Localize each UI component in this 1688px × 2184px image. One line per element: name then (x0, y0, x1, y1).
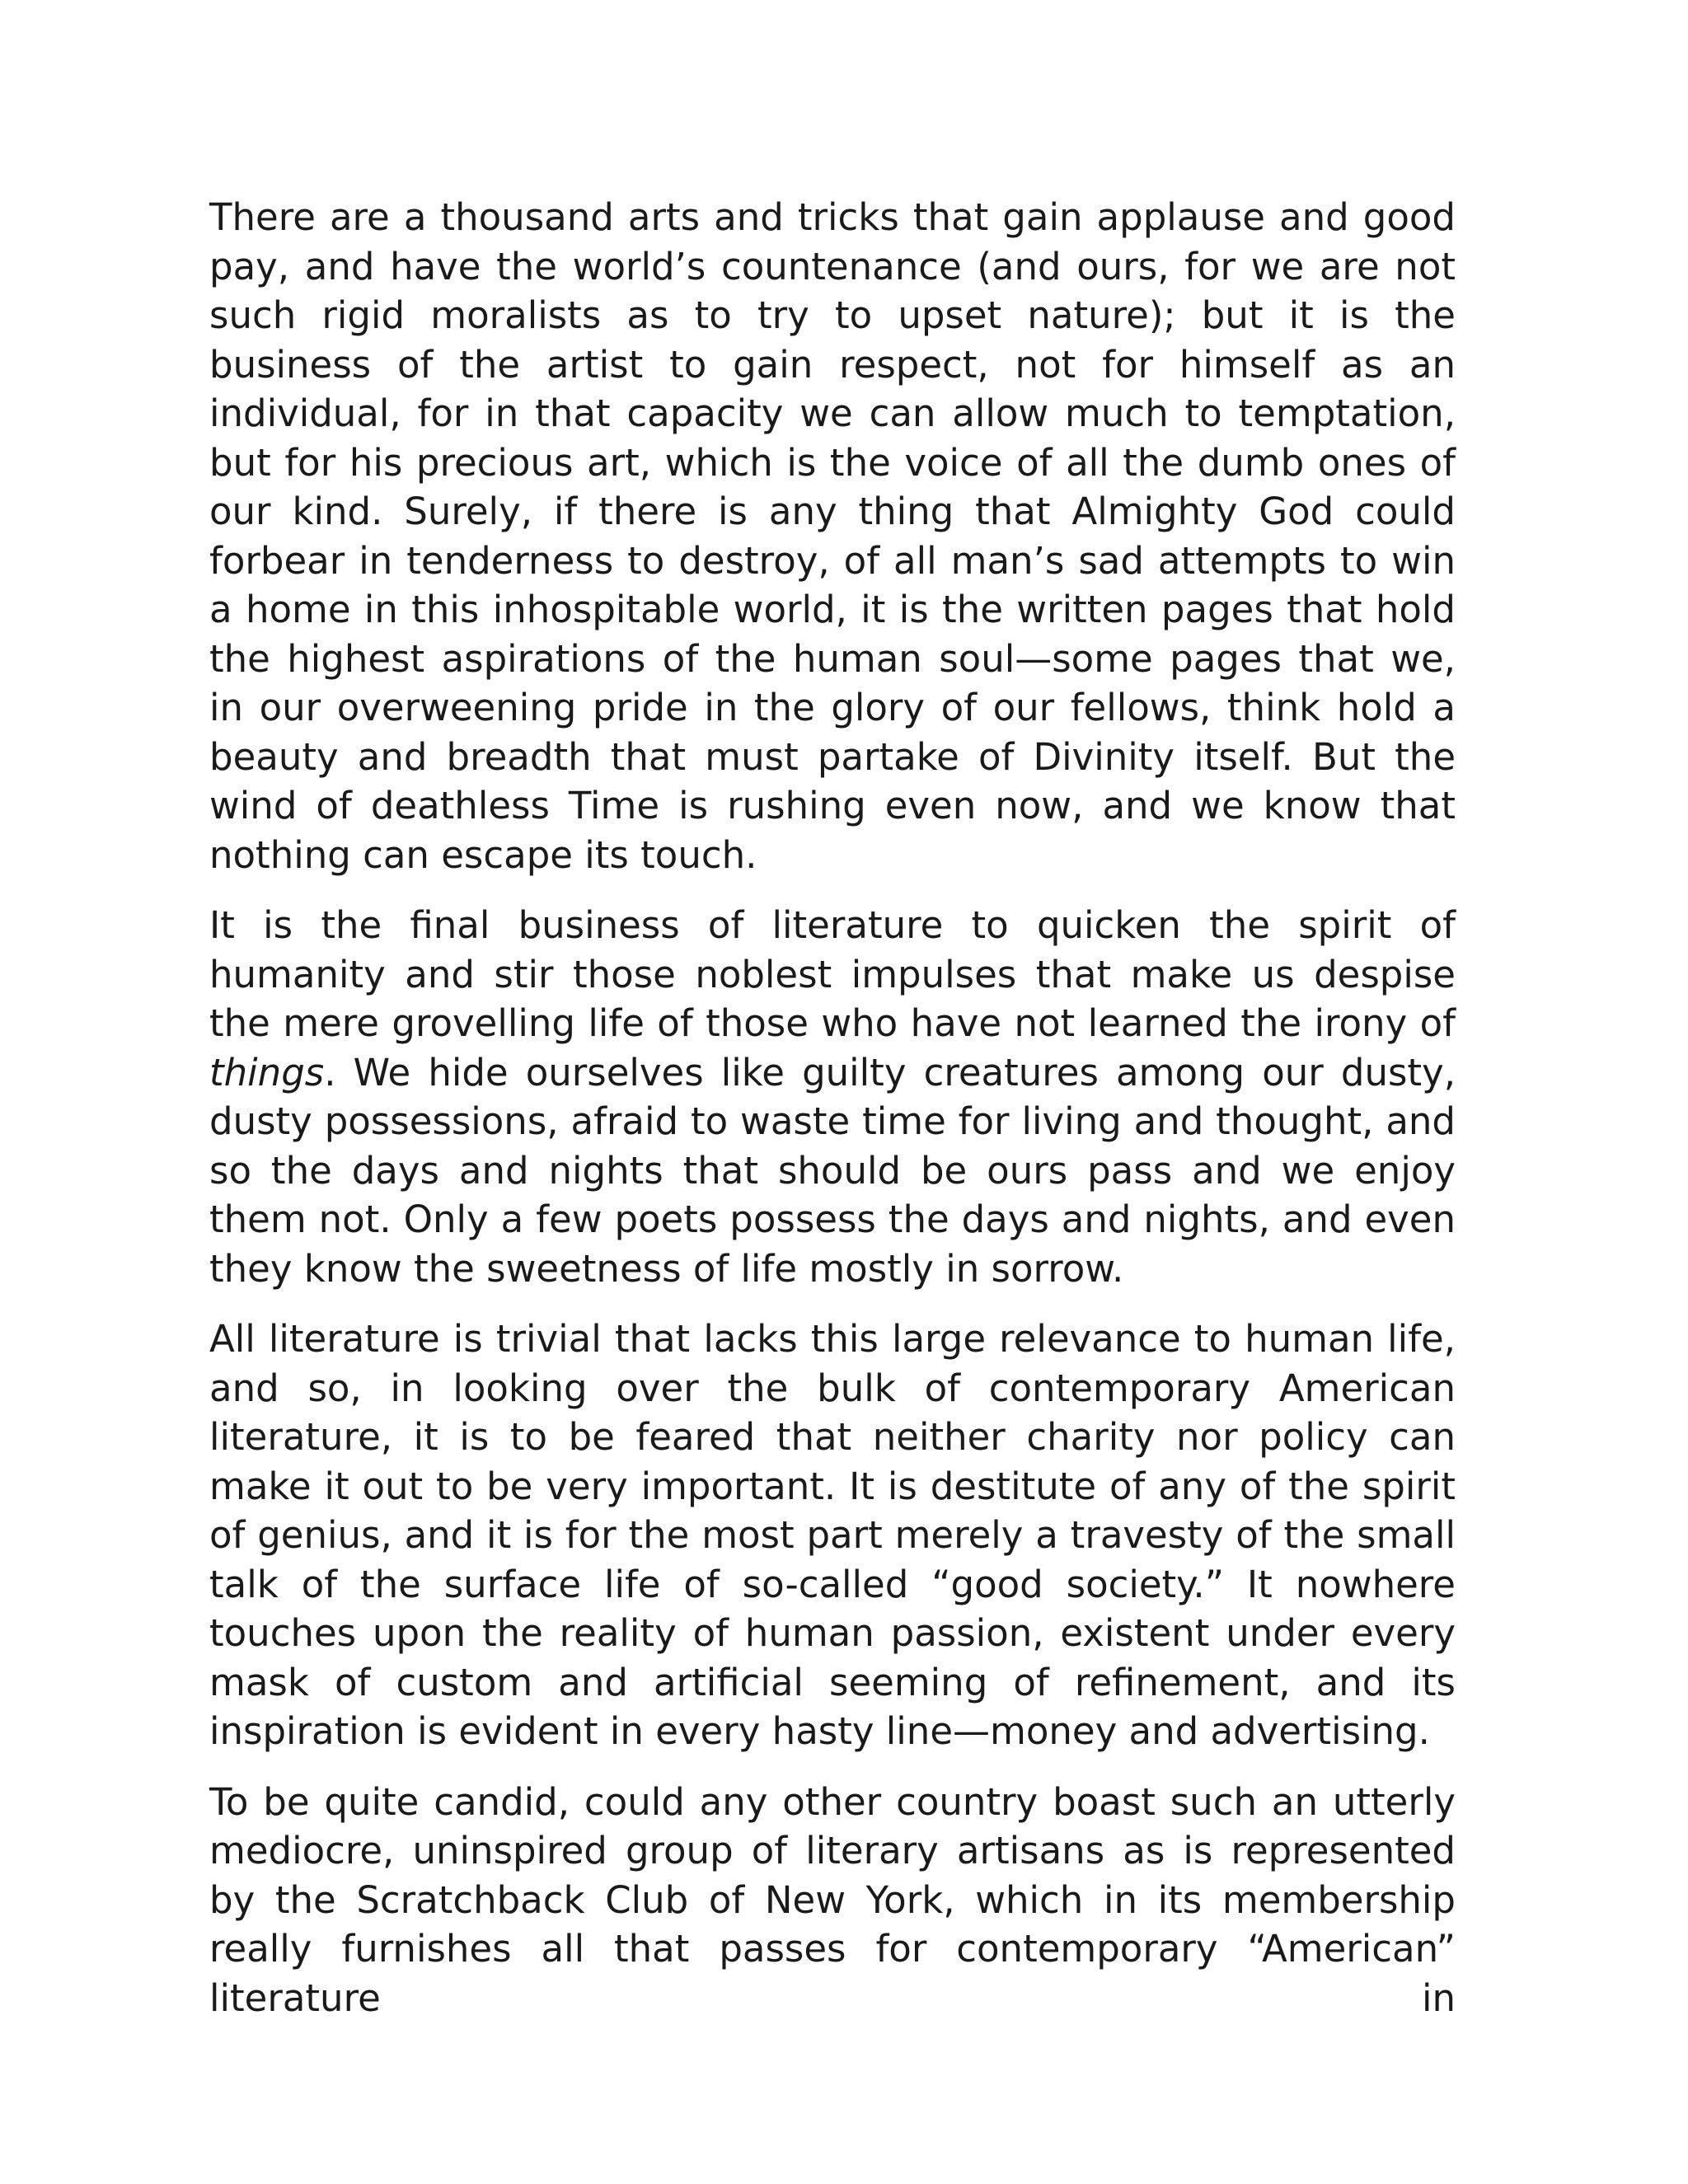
paragraph-2 (209, 901, 1456, 1293)
paragraph-1: There are a thousand arts and tricks that gain applause and good pay, and have the world’s countenance (and ours, for we are not such rigid moralists as to try to upset nature); but it is the business of the artist to gain respect, not for himself as an individual, for in that capacity we can allow much to temptation, but for his precious art, which is the voice of all the dumb ones of our kind. Surely, if there is any thing that Almighty God could forbear in tenderness to destroy, of all man’s sad attempts to win a home in this inhospitable world, it is the written pages that hold the highest aspirations of the human soul—some pages that we, in our overweening pride in the glory of our fellows, think hold a beauty and breadth that must partake of Divinity itself. But the wind of deathless Time is rushing even now, and we know that nothing can escape its touch. (209, 195, 1456, 877)
body-text (209, 193, 1456, 2022)
paragraph-4: To be quite candid, could any other country boast such an utterly mediocre, uninspired group of literary artisans as is represented by the Scratchback Club of New York, which in its membership really furnishes all that passes for contemporary “American” literature in (209, 1779, 1456, 2020)
paragraph-2-text-before: It is the final business of literature to quicken the spirit of humanity and stir those noblest impulses that make us despise the mere grovelling life of those who have not learned the irony of (209, 903, 1456, 1045)
paragraph-2-text-after: . We hide ourselves like guilty creatures among our dusty, dusty possessions, afraid to waste time for living and thought, and so the days and nights that should be ours pass and we enjoy them not. Only a few poets possess the days and nights, and even they know the sweetness of life mostly in sorrow. (209, 1050, 1456, 1291)
paragraph-3: All literature is trivial that lacks this large relevance to human life, and so, in looking over the bulk of contemporary American literature, it is to be feared that neither charity nor policy can make it out to be very important. It is destitute of any of the spirit of genius, and it is for the most part merely a travesty of the small talk of the surface life of so-called “good society.” It nowhere touches upon the reality of human passion, existent under every mask of custom and artificial seeming of refinement, and its inspiration is evident in every hasty line—money and advertising. (209, 1317, 1456, 1753)
paragraph-2-emphasis: things (209, 1050, 325, 1094)
